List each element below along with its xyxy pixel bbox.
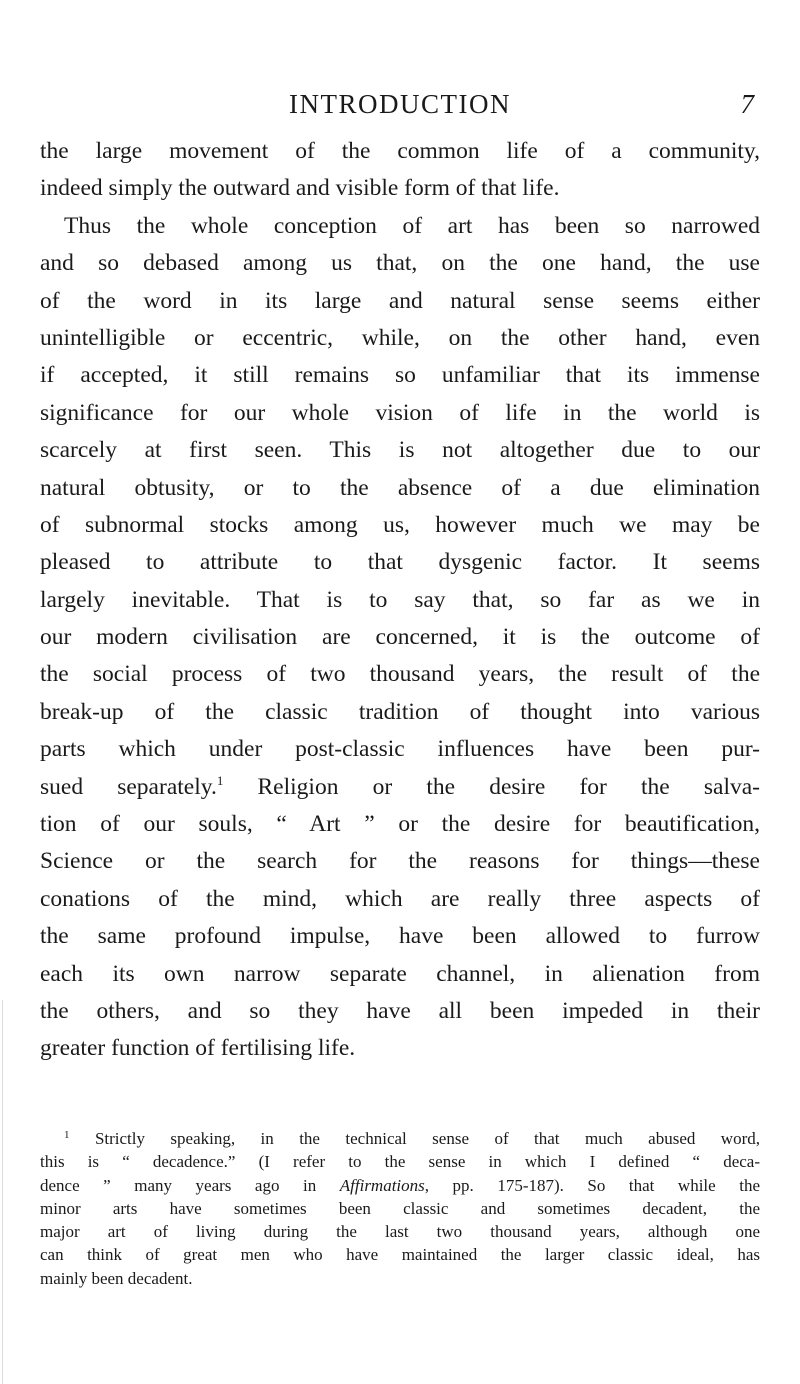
text-line: greater function of fertilising life. [40,1035,356,1062]
footnote-marker: 1 [64,1129,70,1141]
footnote-text: Strictly speaking, in the technical sense of that much abused word, [94,1129,760,1148]
text-line-with-footnote [40,769,760,806]
text-line: unintelligible or eccentric, while, on the other hand, even [40,324,760,351]
text-line: Thus the whole conception of art has been so narrowed [64,212,760,239]
footnote-reference[interactable]: 1 [216,772,224,788]
text-line: each its own narrow separate channel, in alienation from [40,960,760,987]
text-line: the same profound impulse, have been allowed to furrow [40,923,760,950]
text-line: conations of the mind, which are really three aspects of [40,885,760,912]
text-line: largely inevitable. That is to say that, so far as we in [40,586,760,613]
footnote-text: dence ” many years ago in [40,1175,340,1195]
text-line: of the word in its large and natural sense seems either [40,287,760,314]
text-line: the others, and so they have all been impeded in their [40,997,760,1024]
text-line: of subnormal stocks among us, however much we may be [40,511,760,538]
page-edge-shadow [2,1000,3,1384]
text-line: our modern civilisation are concerned, it is the outcome of [40,624,760,651]
footnote-line [40,1174,760,1197]
text-line: natural obtusity, or to the absence of a due elimination [40,474,760,501]
footnote-line [40,1127,760,1150]
body-text [40,133,760,1068]
footnote-line: can think of great men who have maintained the larger classic ideal, has [40,1245,760,1265]
text-line: pleased to attribute to that dysgenic factor. It seems [40,549,760,576]
book-title: Affirmations [339,1175,425,1195]
footnote-text: , pp. 175-187). So that while the [424,1175,761,1195]
running-title: INTRODUCTION [289,89,511,119]
footnote-line: mainly been decadent. [40,1268,193,1288]
text-line: break-up of the classic tradition of thought into various [40,698,760,725]
footnote-line: this is “ decadence.” (I refer to the sense in which I defined “ deca- [40,1152,760,1172]
text-line: significance for our whole vision of life in the world is [40,399,760,426]
footnote-line: major art of living during the last two thousand years, although one [40,1222,760,1242]
page-number: 7 [740,89,754,119]
text-line: the social process of two thousand years, the result of the [40,661,760,688]
text-line: scarcely at first seen. This is not altogether due to our [40,437,760,464]
text-line: indeed simply the outward and visible form of that life. [40,175,560,202]
text-line: tion of our souls, “ Art ” or the desire for beautification, [40,811,760,838]
text-line: the large movement of the common life of a community, [40,138,760,164]
text-fragment: Religion or the desire for the salva- [257,773,760,800]
running-head [40,0,760,122]
footnote [40,1127,760,1290]
footnote-line: minor arts have sometimes been classic and sometimes decadent, the [40,1198,760,1218]
text-line: if accepted, it still remains so unfamiliar that its immense [40,362,760,389]
text-fragment: sued separately. [40,773,217,800]
text-line: parts which under post-classic influences have been pur- [40,736,760,763]
text-line: and so debased among us that, on the one hand, the use [40,250,760,277]
book-page [40,0,761,1288]
text-line: Science or the search for the reasons for things—these [40,848,760,875]
